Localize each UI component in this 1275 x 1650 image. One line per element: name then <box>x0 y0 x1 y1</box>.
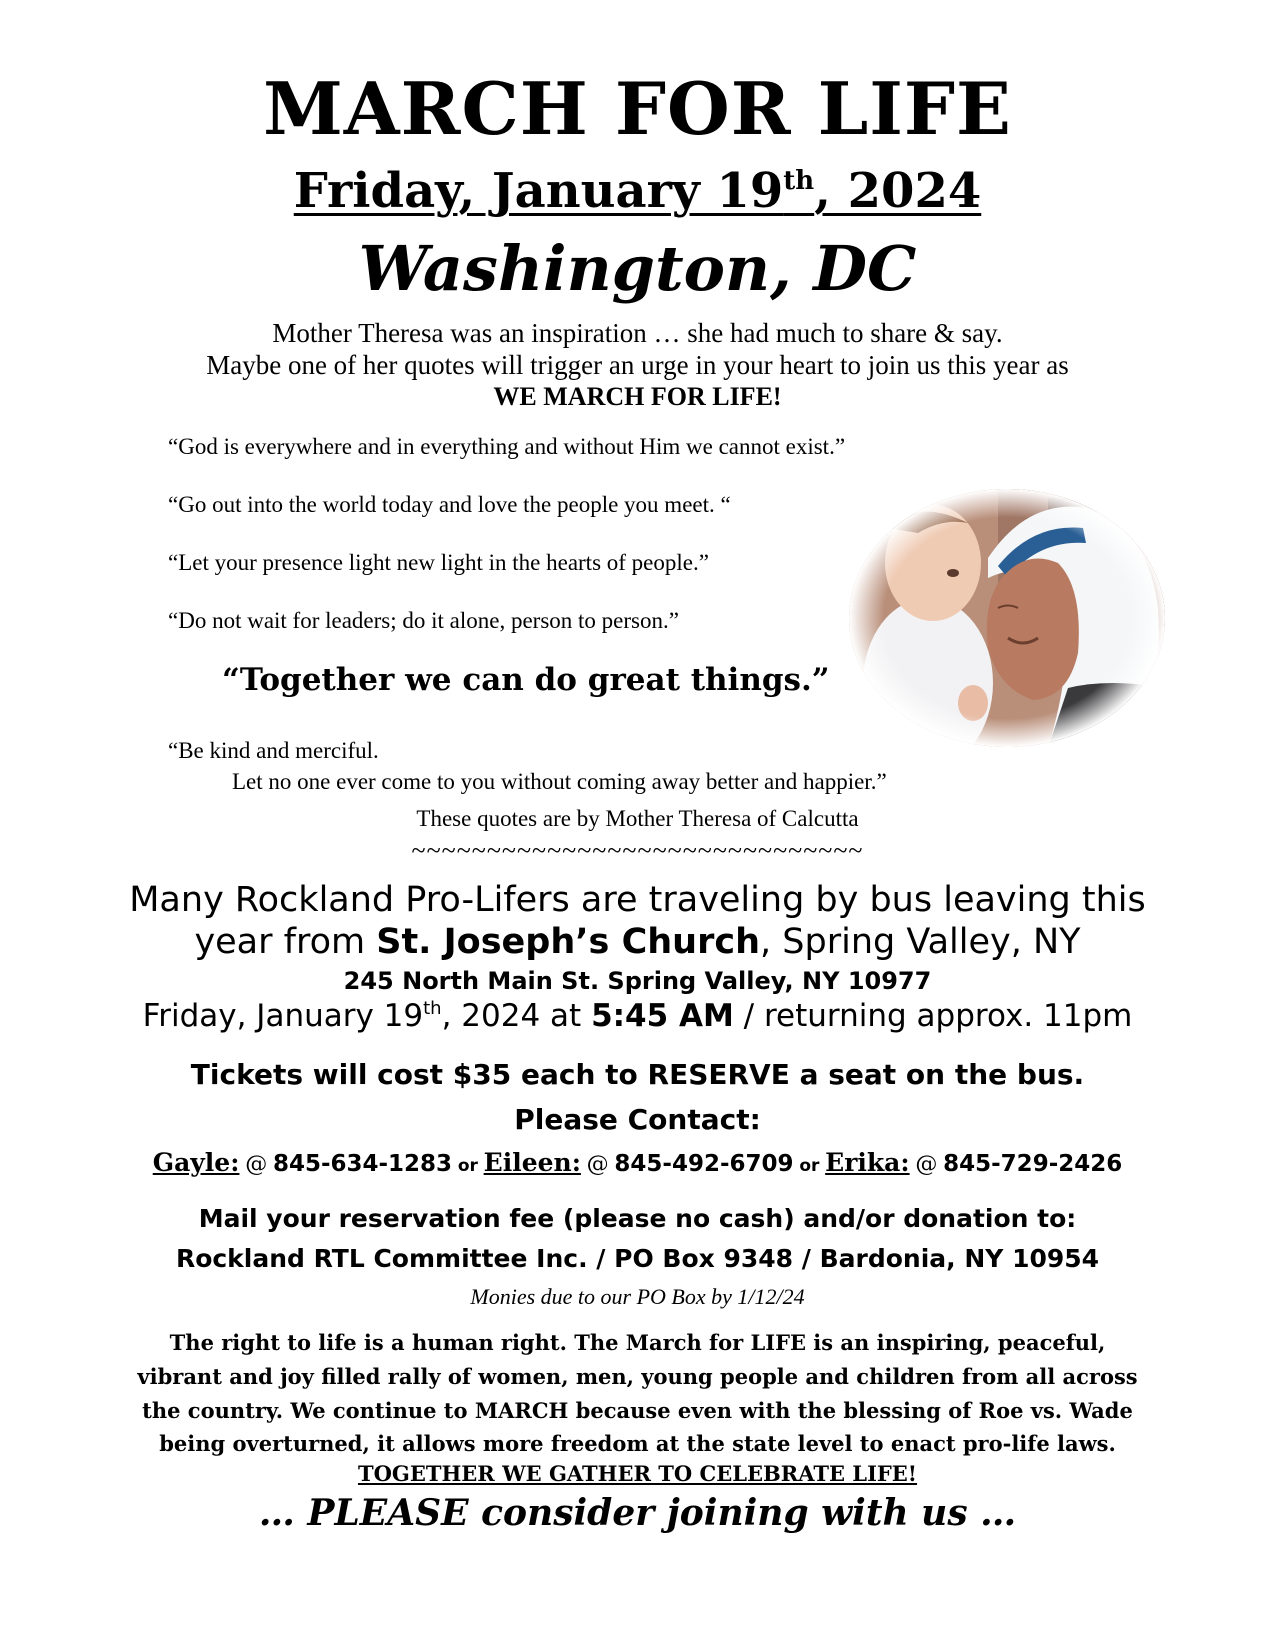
quote-3: “Let your presence light new light in the hearts of people.” <box>168 550 709 575</box>
flyer-title: MARCH FOR LIFE <box>263 66 1012 151</box>
mailing-address: Rockland RTL Committee Inc. / PO Box 9348 / Bardonia, NY 10954 <box>175 1244 1100 1273</box>
mission-paragraph-line: The right to life is a human right. The March for LIFE is an inspiring, peaceful, <box>169 1330 1106 1355</box>
mission-paragraph-line: the country. We continue to MARCH because even with the blessing of Roe vs. Wade <box>142 1398 1133 1423</box>
quote-highlight: “Together we can do great things.” <box>222 662 830 698</box>
mother-theresa-photo <box>848 488 1166 748</box>
contact-heading: Please Contact: <box>514 1103 761 1136</box>
contact-phone: 845-492-6709 <box>614 1151 794 1177</box>
bus-info-line-2: year from St. Joseph’s Church, Spring Valley, NY <box>194 922 1081 962</box>
contact-list: Gayle: @ 845-634-1283 or Eileen: @ 845-492-6709 or Erika: @ 845-729-2426 <box>152 1148 1123 1177</box>
contact-name: Erika: <box>825 1148 910 1177</box>
church-name: St. Joseph’s Church <box>376 922 761 962</box>
quotes-attribution: These quotes are by Mother Theresa of Calcutta <box>416 806 859 831</box>
departure-time: 5:45 AM <box>591 998 734 1034</box>
celebrate-life-tagline: TOGETHER WE GATHER TO CELEBRATE LIFE! <box>357 1461 918 1486</box>
quote-4: “Do not wait for leaders; do it alone, person to person.” <box>168 608 679 633</box>
contact-name: Eileen: <box>483 1148 581 1177</box>
intro-line-2: Maybe one of her quotes will trigger an urge in your heart to join us this year as <box>206 350 1069 380</box>
ticket-price: Tickets will cost $35 each to RESERVE a seat on the bus. <box>190 1058 1085 1091</box>
payment-deadline: Monies due to our PO Box by 1/12/24 <box>470 1284 805 1309</box>
section-divider: ~~~~~~~~~~~~~~~~~~~~~~~~~~~~~~ <box>411 836 864 865</box>
contact-phone: 845-634-1283 <box>272 1151 453 1177</box>
mail-instructions: Mail your reservation fee (please no cash) and/or donation to: <box>198 1204 1077 1233</box>
event-city: Washington, DC <box>358 232 917 305</box>
closing-invitation: … PLEASE consider joining with us … <box>258 1492 1017 1534</box>
mission-paragraph-line: being overturned, it allows more freedom at the state level to enact pro-life laws. <box>159 1431 1116 1456</box>
bus-info-line-1: Many Rockland Pro-Lifers are traveling by bus leaving this <box>129 880 1146 920</box>
event-date: Friday, January 19th, 2024 <box>293 163 982 219</box>
contact-phone: 845-729-2426 <box>943 1151 1123 1177</box>
contact-name: Gayle: <box>152 1148 240 1177</box>
quote-1: “God is everywhere and in everything and without Him we cannot exist.” <box>168 434 846 459</box>
mission-paragraph-line: vibrant and joy filled rally of women, men, young people and children from all across <box>137 1364 1138 1389</box>
church-address: 245 North Main St. Spring Valley, NY 10977 <box>343 967 932 995</box>
quote-6-line-2: Let no one ever come to you without coming away better and happier.” <box>232 769 887 794</box>
intro-line-1: Mother Theresa was an inspiration … she had much to share & say. <box>272 318 1003 348</box>
quote-2: “Go out into the world today and love the people you meet. “ <box>168 492 731 517</box>
quote-6-line-1: “Be kind and merciful. <box>168 738 379 763</box>
departure-info: Friday, January 19th, 2024 at 5:45 AM / returning approx. 11pm <box>142 998 1133 1034</box>
intro-line-3: WE MARCH FOR LIFE! <box>493 382 782 411</box>
